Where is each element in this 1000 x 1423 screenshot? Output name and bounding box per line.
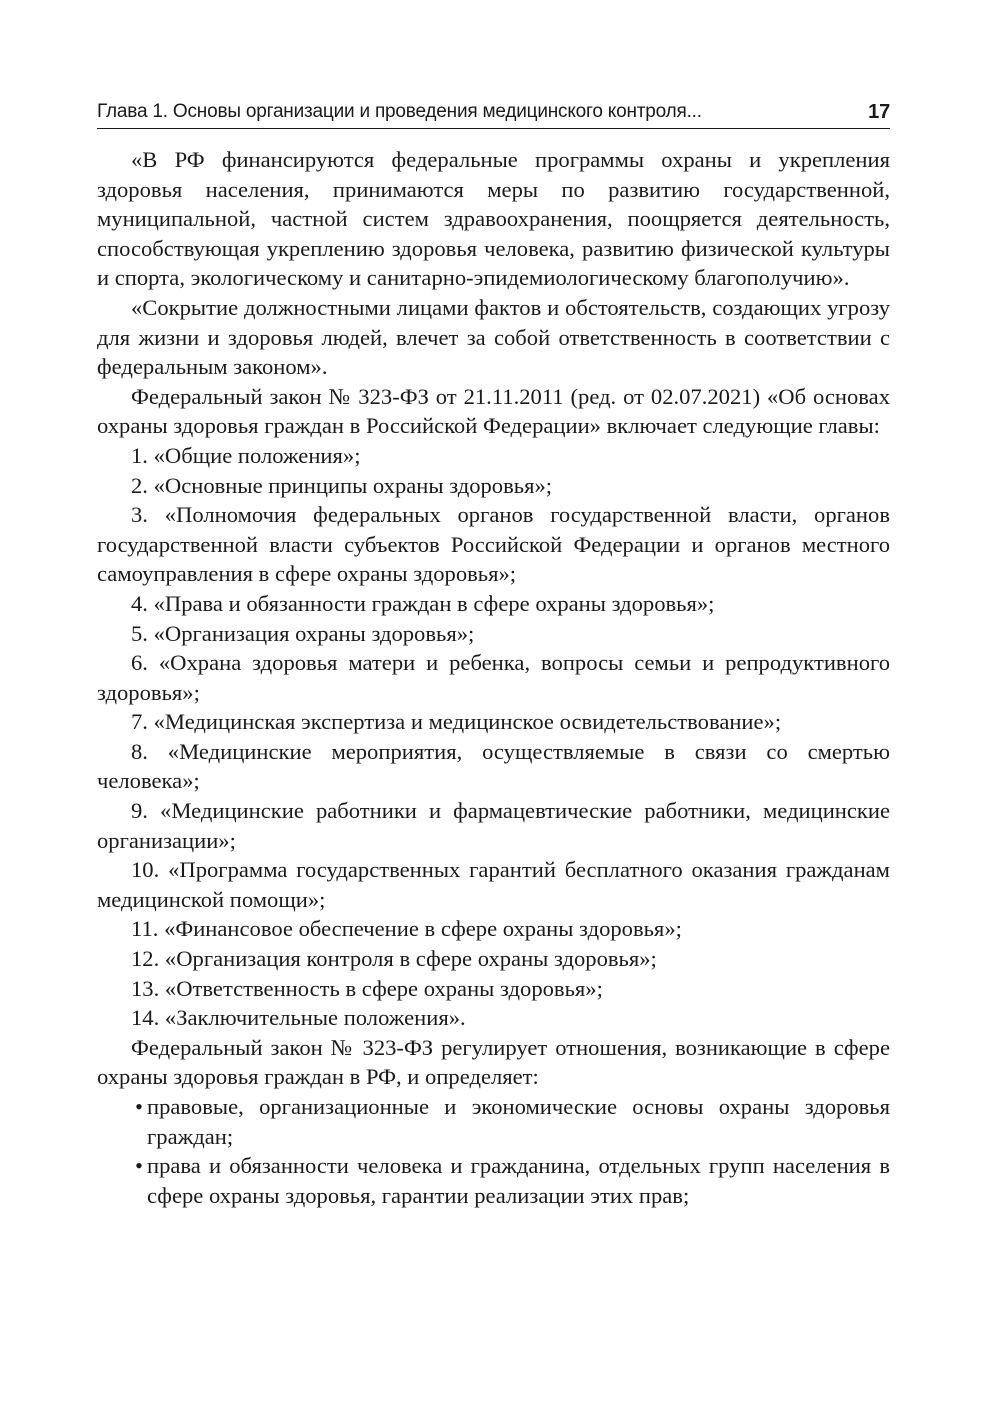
chapter-number: 4. bbox=[131, 590, 148, 616]
chapter-item bbox=[97, 707, 890, 737]
chapter-item bbox=[97, 737, 890, 796]
chapter-item bbox=[97, 944, 890, 974]
chapter-item bbox=[97, 471, 890, 501]
chapter-item bbox=[97, 648, 890, 707]
chapter-item bbox=[97, 974, 890, 1004]
bullet-icon: • bbox=[135, 1153, 143, 1179]
chapter-item bbox=[97, 1003, 890, 1033]
chapter-item bbox=[97, 619, 890, 649]
chapter-number: 12. bbox=[131, 946, 160, 972]
chapter-item bbox=[97, 796, 890, 855]
chapter-number: 2. bbox=[131, 472, 148, 498]
chapter-number: 9. bbox=[131, 798, 148, 824]
chapter-item bbox=[97, 589, 890, 619]
paragraph-financing: «В РФ финансируются федеральные программы охраны и укрепления здоровья населения, принимаются меры по развитию государственной, муниципальной, частной систем здравоохранения, поощряется деятельность, способствующая укреплению здоровья человека, развитию физической культуры и спорта, экологическому и санитарно-эпидемиологическому благополучию». bbox=[97, 147, 890, 291]
chapter-text: «Медицинские мероприятия, осуществляемые в связи со смертью человека»; bbox=[97, 738, 890, 794]
bullet-text: права и обязанности человека и гражданина, отдельных групп населения в сфере охраны здоровья, гарантии реализации этих прав; bbox=[147, 1153, 890, 1208]
chapter-text: «Ответственность в сфере охраны здоровья»; bbox=[164, 975, 603, 1001]
chapter-number: 3. bbox=[131, 502, 148, 528]
chapter-text: «Заключительные положения». bbox=[164, 1005, 466, 1031]
chapter-item bbox=[97, 855, 890, 914]
running-header bbox=[97, 100, 890, 129]
chapter-number: 10. bbox=[131, 857, 160, 883]
chapter-text: «Основные принципы охраны здоровья»; bbox=[153, 472, 553, 498]
chapter-number: 8. bbox=[131, 738, 148, 764]
bullet-text: правовые, организационные и экономические основы охраны здоровья граждан; bbox=[147, 1094, 890, 1149]
bullet-list bbox=[97, 1092, 890, 1210]
chapter-text: «Медицинская экспертиза и медицинское освидетельствование»; bbox=[153, 709, 782, 735]
chapter-text: «Полномочия федеральных органов государственной власти, органов государственной власти субъектов Российской Федерации и органов местного самоуправления в сфере охраны здоровья»; bbox=[97, 502, 890, 587]
bullet-icon: • bbox=[135, 1094, 143, 1119]
paragraph-concealment: «Сокрытие должностными лицами фактов и обстоятельств, создающих угрозу для жизни и здоровья людей, влечет за собой ответственность в соответствии с федеральным законом». bbox=[97, 294, 890, 380]
chapter-text: «Общие положения»; bbox=[153, 442, 361, 468]
paragraph-law-intro: Федеральный закон № 323-ФЗ от 21.11.2011 (ред. от 02.07.2021) «Об основах охраны здоровья граждан в Российской Федерации» включает следующие главы: bbox=[97, 383, 890, 439]
chapter-text: «Охрана здоровья матери и ребенка, вопросы семьи и репродуктивного здоровья»; bbox=[97, 650, 890, 705]
chapter-number: 11. bbox=[131, 916, 159, 942]
bullet-item bbox=[97, 1151, 890, 1210]
page-number: 17 bbox=[868, 101, 890, 123]
page-body bbox=[97, 145, 890, 1210]
bullet-item bbox=[97, 1092, 890, 1151]
chapter-number: 14. bbox=[131, 1005, 160, 1031]
chapter-text: «Медицинские работники и фармацевтические работники, медицинские организации»; bbox=[97, 798, 890, 853]
chapter-number: 5. bbox=[131, 620, 148, 646]
chapter-text: «Финансовое обеспечение в сфере охраны здоровья»; bbox=[164, 916, 682, 942]
chapter-text: «Организация контроля в сфере охраны здоровья»; bbox=[164, 946, 657, 972]
chapter-number: 6. bbox=[131, 650, 148, 676]
chapter-text: «Права и обязанности граждан в сфере охраны здоровья»; bbox=[153, 590, 715, 616]
chapter-title: Глава 1. Основы организации и проведения медицинского контроля... bbox=[97, 101, 702, 122]
chapter-text: «Программа государственных гарантий бесплатного оказания гражданам медицинской помощи»; bbox=[97, 857, 890, 912]
book-page bbox=[97, 100, 890, 1210]
chapter-text: «Организация охраны здоровья»; bbox=[153, 620, 475, 646]
chapter-number: 13. bbox=[131, 975, 160, 1001]
paragraph-law-regulates: Федеральный закон № 323-ФЗ регулирует отношения, возникающие в сфере охраны здоровья граждан в РФ, и определяет: bbox=[97, 1034, 890, 1090]
chapter-item bbox=[97, 914, 890, 944]
chapter-item bbox=[97, 441, 890, 471]
chapter-number: 7. bbox=[131, 709, 148, 735]
chapter-item bbox=[97, 500, 890, 589]
chapter-number: 1. bbox=[131, 442, 148, 468]
